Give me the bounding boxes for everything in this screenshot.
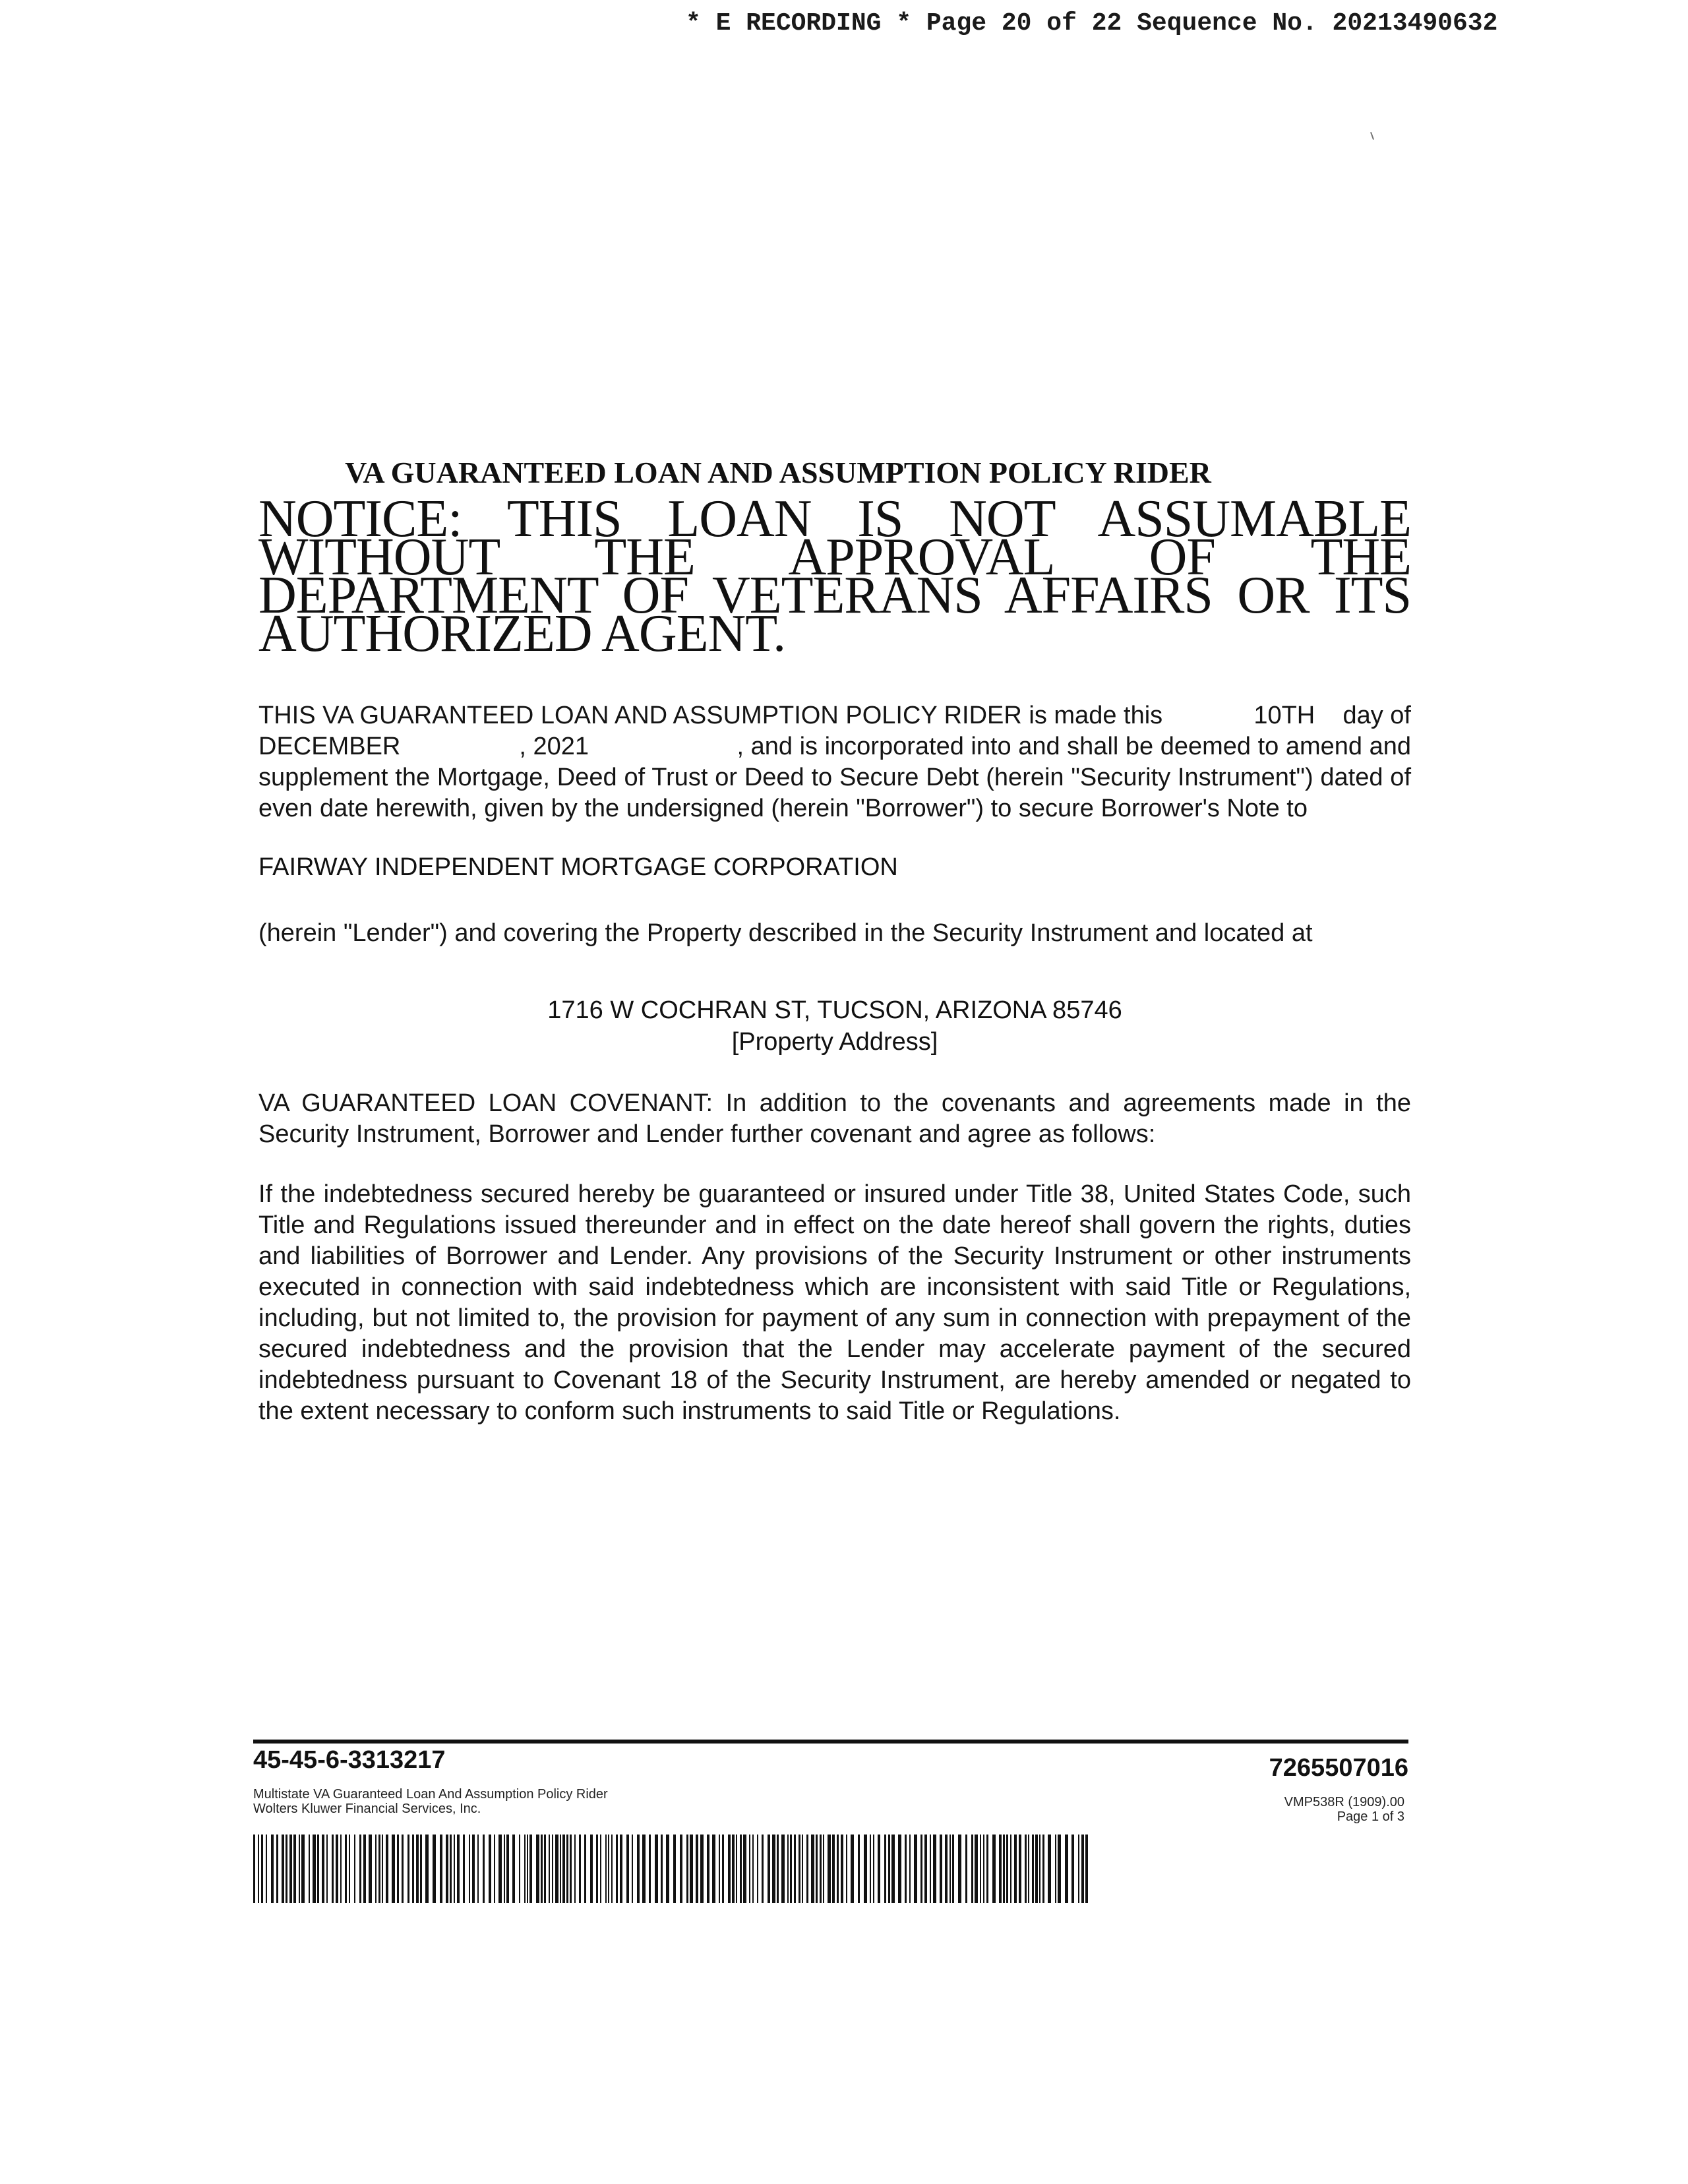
document-title: VA GUARANTEED LOAN AND ASSUMPTION POLICY RIDER [345,456,1211,489]
intro-line2-rest: , and is incorporated into and shall be deemed to amend and [737,733,1411,760]
form-description: Multistate VA Guaranteed Loan And Assumption Policy Rider [253,1787,608,1802]
intro-line-2 [258,731,1411,762]
intro-line-1 [258,700,1411,731]
intro-paragraph [258,700,1411,824]
footer-loan-number: 7265507016 [1269,1754,1408,1782]
year-value: , 2021 [519,733,589,760]
scan-mark [1370,132,1374,140]
day-value: 10TH [1253,702,1315,729]
recording-header: * E RECORDING * Page 20 of 22 Sequence No. 20213490632 [686,9,1498,38]
form-code-block [1284,1795,1404,1824]
covenant-heading: VA GUARANTEED LOAN COVENANT: In addition to the covenants and agreements made in the Security Instrument, Borrower and Lender further covenant and agree as follows: [258,1089,1411,1148]
property-address-label: [Property Address] [731,1028,938,1056]
form-publisher-info [253,1787,608,1816]
day-of-label: day of [1342,702,1411,729]
publisher-name: Wolters Kluwer Financial Services, Inc. [253,1802,481,1816]
covenant-body: If the indebtedness secured hereby be guaranteed or insured under Title 38, United States Code, such Title and Regulations issued thereunder and in effect on the date hereof shall govern the rights, duties and liabilities of Borrower and Lender. Any provisions of the Security Instrument or other instruments executed in connection with said indebtedness which are inconsistent with said Title or Regulations, including, but not limited to, the provision for payment of any sum in connection with prepayment of the secured indebtedness and the provision that the Lender may accelerate payment of the secured indebtedness pursuant to Covenant 18 of the Security Instrument, are hereby amended or negated to the extent necessary to conform such instruments to said Title or Regulations. [258,1180,1411,1425]
form-code: VMP538R (1909).00 [1284,1795,1404,1809]
intro-line1-text: THIS VA GUARANTEED LOAN AND ASSUMPTION POLICY RIDER is made this [258,702,1163,729]
property-address-block [258,994,1411,1058]
page-of-label: Page 1 of 3 [1337,1809,1404,1824]
intro-rest: supplement the Mortgage, Deed of Trust or Deed to Secure Debt (herein "Security Instrument") dated of even date herewith, given by the undersigned (herein "Borrower") to secure Borrower's Note to [258,764,1411,822]
barcode-image [253,1835,1089,1903]
property-address: 1716 W COCHRAN ST, TUCSON, ARIZONA 85746 [547,996,1122,1024]
month-value: DECEMBER [258,733,401,760]
lender-name: FAIRWAY INDEPENDENT MORTGAGE CORPORATION [258,853,898,881]
footer-divider [253,1740,1408,1744]
footer-left-number: 45-45-6-3313217 [253,1746,446,1774]
assumption-notice: NOTICE: THIS LOAN IS NOT ASSUMABLE WITHOUT THE APPROVAL OF THE DEPARTMENT OF VETERANS AFFAIRS OR ITS AUTHORIZED AGENT. [258,490,1411,663]
lender-paragraph: (herein "Lender") and covering the Property described in the Security Instrument and located at [258,919,1313,947]
